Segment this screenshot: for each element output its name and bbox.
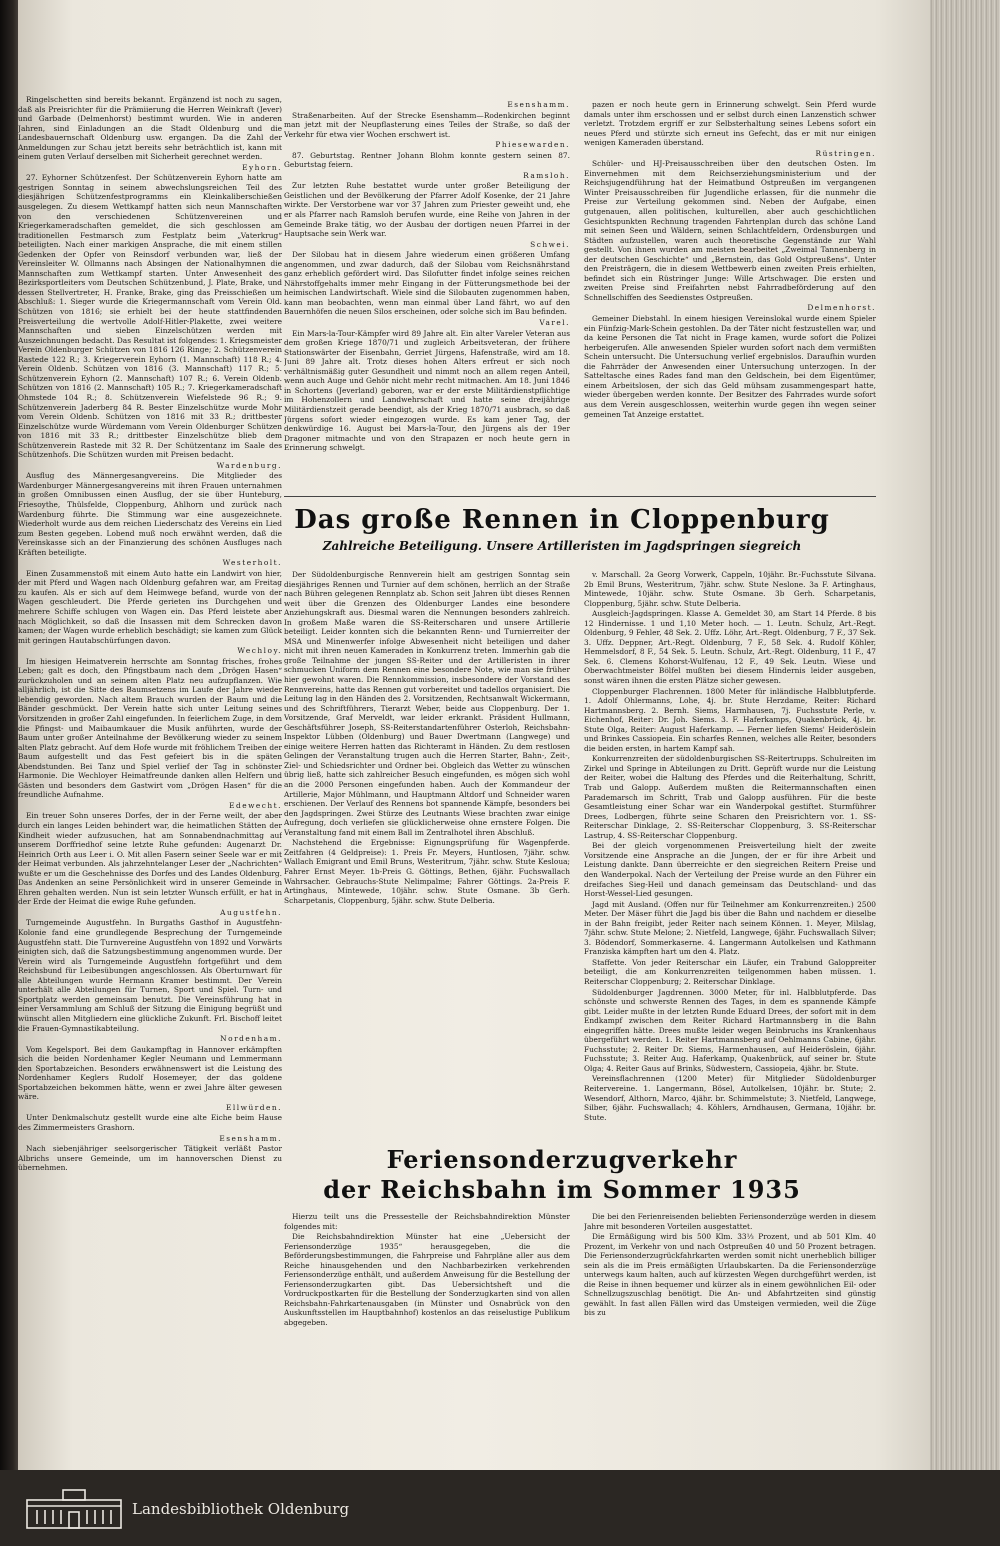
place-heading: Eyhorn. [242, 162, 282, 172]
headline-rule-top [284, 496, 876, 497]
article-paragraph: Ausflug des Männergesangvereins. Die Mitglieder des Wardenburger Männergesangvereins mit ihren Frauen unternahmen in großen Omnibussen einen Ausflug, der sie über Hunteburg, Friesoythe, Thülsfelde, Cloppenburg, Ahlhorn und zurück nach Wardenburg führte. Die Stimmung war eine ausgezeichnete. Wiederholt wurde aus dem reichen Liederschatz des Vereins ein Lied zum Besten gegeben. Lobend muß noch erwähnt werden, daß die Vereinskasse sich an der Finanzierung des schönen Ausfluges nach Kräften beteiligte. [18, 471, 282, 557]
article-paragraph: Zur letzten Ruhe bestattet wurde unter großer Beteiligung der Geistlichen und der Bevölkerung der Pfarrer Adolf Kosenke, der 21 Jahre wirkte. Der Verstorbene war vor 37 Jahren zum Priester geweiht und, ehe er als Pfarrer nach Ramsloh berufen wurde, eine Reihe von Jahren in der Gemeinde Brake tätig, wo der Ausbau der dortigen neuen Pfarrei in der Hauptsache sein Werk war. [284, 181, 570, 239]
article-paragraph: Konkurrenzreiten der südoldenburgischen SS-Reitertrupps. Schulreiten im Zirkel und Springe in Abteilungen zu Dritt. Geprüft wurde nur die Leistung der Reiter, wobei die Haltung des Pferdes und die Reiterhaltung, Schritt, Trab und Galopp. Außerdem mußten die Reitermannschaften einen Parademarsch im Schritt, Trab und Galopp ausführen. Für die beste Gesamtleistung einer Schar war ein Wanderpokal gestiftet. Sturmführer Drees, Lodbergen, führte seine Scharen den Preisrichtern vor. 1. SS-Reiterschar Dinklage, 2. SS-Reiterschar Cloppenburg, 3. SS-Reiterschar Lastrup, 4. SS-Reiterschar Cloppenburg. [584, 754, 876, 840]
article-paragraph: Im hiesigen Heimatverein herrschte am Sonntag frisches, frohes Leben; galt es doch, den Pfingstbaum nach dem „Drögen Hasen“ zurückzuholen und an seinem alten Platz neu aufzupflanzen. Wie alljährlich, ist die Sitte des Baumsetzens im Laufe der Jahre wieder lebendig geworden. Nach altem Brauch wurden der Baum und die Bänder geschmückt. Der Verein hatte sich unter Leitung seines Vorsitzenden in großer Zahl eingefunden. In feierlichem Zuge, in dem die Pfingst- und Maibaumkauer die Musik anführten, wurde der Baum unter großer Anteilnahme der Bevölkerung wieder zu seinem alten Platz gebracht. Auf dem Hofe wurde mit fröhlichem Treiben der Baum aufgestellt und das Fest gefeiert bis in die späten Abendstunden. Bei Tanz und Spiel verlief der Tag in schönster Harmonie. Die Wechloyer Heimatfreunde danken allen Helfern und Gästen und besonders dem Gastwirt vom „Drögen Hasen“ für die freundliche Aufnahme. [18, 656, 282, 800]
newspaper-sheet [18, 0, 930, 1470]
place-heading: Ellwürden. [226, 1102, 282, 1112]
article-paragraph: Ringelschetten sind bereits bekannt. Ergänzend ist noch zu sagen, daß als Preisrichter für die Prämiierung die Herren Weinkraft (Jever) und Garbade (Delmenhorst) bestimmt wurden. Wie in anderen Jahren, sind Einladungen an die Stadt Oldenburg und die Landesbauernschaft Oldenburg usw. ergangen. Da die Zahl der Anmeldungen zur Schau jetzt bereits sehr beträchtlich ist, kann mit einem guten Verlauf derselben mit Sicherheit gerechnet werden. [18, 95, 282, 162]
article-paragraph: 27. Eyhorner Schützenfest. Der Schützenverein Eyhorn hatte am gestrigen Sonntag in seinem abwechslungsreichen Teil des diesjährigen Schützenfestprogramms ein Kleinkaliberschießen ausgelegen. Zu diesem Wettkampf hatten sich neun Mannschaften von den verschiedenen Schützenvereinen und Kriegerkameradschaften gemeldet, die sich geschlossen am traditionellen Festmarsch zum Festplatz beim „Vaterkrug“ beteiligten. Nach einer markigen Ansprache, die mit einem stillen Gedenken der Opfer von Reinsdorf verbunden war, ließ der Vereinsleiter W. Ollmanns nach Absingen der Nationalhymnen die Mannschaften zum Wettkampf starten. Unter Anwesenheit des Bezirksportleiters vom Deutschen Schützenbund, J. Plate, Brake, und dessen Stellvertreter, H. Franke, Brake, ging das Preisschießen um Abschluß: 1. Sieger wurde die Kriegermannschaft vom Verein Old. Schützen von 1816; sie erhielt bei der heute stattfindenden Preisverteilung die wertvolle Adolf-Hitler-Plakette, zwei weitere Mannschaften und sieben Einzelschützen werden mit Auszeichnungen bedacht. Das Resultat ist folgendes: 1. Kriegsmeister Verein Oldenburger Schützen von 1816 126 Ringe; 2. Schützenverein Rastede 122 R.; 3. Kriegerverein Eyhorn (1. Mannschaft) 118 R.; 4. Verein Oldenb. Schützen von 1816 (3. Mannschaft) 117 R.; 5. Schützenverein Eyhorn (2. Mannschaft) 107 R.; 6. Verein Oldenb. Schützen von 1816 (2. Mannschaft) 105 R.; 7. Kriegerkameradschaft Ohmstede 104 R.; 8. Schützenverein Wiefelstede 96 R.; 9. Schützenverein Jaderberg 84 R. Bester Einzelschütze wurde Mohr vom Verein Oldenb. Schützen von 1816 mit 33 R.; drittbester Einzelschütze wurde Würdemann vom Verein Oldenburger Schützen von 1816 mit 33 R.; drittbester Einzelschütze blieb dem Schützenverein Rastede mit 32 R. Der Schützentanz im Saale des Schützenhofs. Die Schützen wurden mit Preisen bedacht. [18, 173, 282, 460]
article-paragraph: Vom Kegelsport. Bei dem Gaukampftag in Hannover erkämpften sich die beiden Nordenhamer Kegler Neumann und Lemmermann den Sportabzeichen. Besonders erwähnenswert ist die Leistung des Nordenhamer Keglers Rudolf Hosemeyer, der das goldene Sportabzeichen bekommen hätte, wenn er zwei Jahre älter gewesen wäre. [18, 1044, 282, 1102]
article-paragraph: Die Reichsbahndirektion Münster hat eine „Uebersicht der Feriensonderzüge 1935“ herausgegeben, die die Beförderungsbestimmungen, die Fahrpreise und Fahrpläne aller aus dem Reiche hinausgehenden und den Nachbarbezirken verkehrenden Feriensonderzüge enthält, und außerdem Anweisung für die Bestellung der Feriensonderzugkarten gibt. Das Uebersichtsheft und die Vordruckpostkarten für die Bestellung der Sonderzugkarten sind von allen Reichsbahn-Fahrkartenausgaben (in Münster und Osnabrück von den Auskunftsstellen im Hauptbahnhof) kostenlos an das reiselustige Publikum abgegeben. [284, 1232, 570, 1328]
headline-feriensonderzug-line2: der Reichsbahn im Sommer 1935 [323, 1175, 801, 1204]
library-building-logo-icon [25, 1488, 123, 1530]
place-heading: Rüstringen. [815, 148, 876, 158]
article-paragraph: Gemeiner Diebstahl. In einem hiesigen Vereinslokal wurde einem Spieler ein Fünfzig-Mark-Schein gestohlen. Da der Täter nicht festzustellen war, und da keine Personen die Tat nicht in Frage kamen, wurde sofort die Polizei herbeigerufen. Alle anwesenden Spieler wurden sofort nach dem vermißten Schein untersucht. Die Untersuchung verlief ergebnislos. Daraufhin wurden die Fahrräder der Anwesenden einer Untersuchung unterzogen. In der Satteltasche eines Rades fand man den Geldschein, bei dem Eigentümer, einem Arbeitslosen, der sich das Geld mühsam zusammengespart hatte, wieder übergeben werden konnte. Der Besitzer des Fahrrades wurde sofort aus dem Verein ausgeschlossen, weiterhin wurde gegen ihn wegen seiner gemeinen Tat Anzeige erstattet. [584, 314, 876, 419]
article-paragraph: Turngemeinde Augustfehn. In Burgaths Gasthof in Augustfehn-Kolonie fand eine grundlegende Besprechung der Turngemeinde Augustfehn statt. Die Turnvereine Augustfehn von 1892 und Vorwärts einigten sich, daß die Satzungsbestimmung angenommen wurde. Der Verein wird als Turngemeinde Augustfehn fortgeführt und dem Reichsbund für Leibesübungen angeschlossen. Als Oberturnwart für alle Abteilungen wurde Hermann Kramer bestimmt. Der Verein unterhält alle Abteilungen für Turnen, Sport und Spiel. Turn- und Sportplatz werden gemeinsam benutzt. Die Vereinsführung hat in einer Versammlung am Schluß der Sitzung die Einigung begrüßt und wünscht allen Mitgliedern eine glückliche Zukunft. Frl. Bischoff leitet die Frauen-Gymnastikabteilung. [18, 918, 282, 1033]
article-paragraph: Einen Zusammenstoß mit einem Auto hatte ein Landwirt von hier, der mit Pferd und Wagen nach Oldenburg gefahren war, am Freitag zu kaufen. Als er sich auf dem Heimwege befand, wurde von der Wagen geschleudert. Die Pferde gerieten ins Durchgehen und mehrere Schiffe schlugen von Wagen ein. Das Pferd leistete aber nach Möglichkeit, so daß die Insassen mit dem Schrecken davon kamen; der Wagen wurde erheblich beschädigt; sie kamen zum Glück mit geringen Hautabschürfungen davon. [18, 568, 282, 645]
article-paragraph: Der Silobau hat in diesem Jahre wiederum einen größeren Umfang angenommen, und zwar dadurch, daß der Silobau vom Reichsnährstand ganz erheblich gefördert wird. Das Silofutter findet infolge seines reichen Nährstoffgehalts immer mehr Eingang in der Fütterungsmethode bei der heimischen Landwirtschaft. Wiele sind die Silobauten zugenommen haben, kann man beobachten, wenn man einmal über Land fährt, wo auf den Bauernhöfen die neuen Silos erscheinen, oder solche sich im Bau befinden. [284, 250, 570, 317]
article-paragraph: pazen er noch heute gern in Erinnerung schwelgt. Sein Pferd wurde damals unter ihm erschossen und er selbst durch einen Lanzenstich schwer verletzt. Trotzdem ergriff er zur Selbsterhaltung seines Lebens sofort ein neues Pferd und stürzte sich erneut ins Gefecht, das er mit nur einigen wenigen Kameraden überstand. [584, 100, 876, 148]
column-2 [284, 100, 570, 480]
article-paragraph: Schüler- und HJ-Preisausschreiben über den deutschen Osten. Im Einvernehmen mit dem Reichserziehungsministerium und der Reichsjugendführung hat der Heimatbund Ostpreußen im vergangenen Winter Preisausschreiben für Jugendliche erlassen, für die nunmehr die Preise zur Verteilung gekommen sind. Neben der Aufgabe, einen gutgenauen, allen politischen, kulturellen, aber auch geschichtlichen Gesichtspunkten Rechnung tragenden Fahrtenplan durch das schöne Land mit seinen Seen und Wäldern, seinen Schlachtfeldern, Ordensburgen und Städten aufzustellen, waren auch theoretische Gegenstände zur Wahl gestellt. Von ihnen wurden am meisten bearbeitet „Zweimal Tannenberg in der deutschen Geschichte“ und „Bernstein, das Gold Ostpreußens“. Unter den Preisträgern, die in diesem Wettbewerb einen zweiten Preis erhielten, befindet sich ein Rüstringer Junge: Wille Artschwager. Die ersten und zweiten Preise sind Freifahrten nebst Fahrradbeförderung auf den Schnellschiffen des Seedienstes Ostpreußen. [584, 159, 876, 302]
article-paragraph: Straßenarbeiten. Auf der Strecke Esenshamm—Rodenkirchen beginnt man jetzt mit der Neupflasterung eines Teiles der Straße, so daß der Verkehr für etwa vier Wochen erschwert ist. [284, 110, 570, 139]
place-heading: Schwei. [530, 239, 570, 249]
article-paragraph: Nach siebenjähriger seelsorgerischer Tätigkeit verläßt Pastor Albrichs unsere Gemeinde, um im hannoverschen Dienst zu übernehmen. [18, 1144, 282, 1173]
place-heading: Varel. [539, 318, 570, 328]
column-3 [584, 100, 876, 480]
article-paragraph: Bei der gleich vorgenommenen Preisverteilung hielt der zweite Vorsitzende eine Ansprache an die Jungen, der er für ihre Arbeit und Leistung dankte. Dann überreichte er den siegreichen Reitern Preise und den Wanderpokal. Nach der Verteilung der Preise wurde an den Führer ein dreifaches Sieg-Heil und danach gemeinsam das Deutschland- und das Horst-Wessel-Lied gesungen. [584, 841, 876, 899]
place-heading: Augustfehn. [220, 907, 282, 917]
article-paragraph: Ein treuer Sohn unseres Dorfes, der in der Ferne weilt, der aber durch ein langes Leiden behindert war, die heimatlichen Stätten der Kindheit wieder aufzusuchen, hat am Sonnabendnachmittag auf unserem Dorffriedhof seine letzte Ruhe gefunden: Augenarzt Dr. Heinrich Orth aus Leer i. O. Mit allen Fasern seiner Seele war er mit der Heimat verbunden. Als jahrzehntelanger Leser der „Nachrichten“ wußte er um die Geschehnisse des Dorfes und des Landes Oldenburg. Das Andenken an seine Persönlichkeit wird in unserer Gemeinde in Ehren gehalten werden. Nun ist sein letzter Wunsch erfüllt, er hat in der Erde der Heimat die ewige Ruhe gefunden. [18, 811, 282, 907]
place-heading: Wardenburg. [216, 460, 282, 470]
article-paragraph: Der Südoldenburgische Rennverein hielt am gestrigen Sonntag sein diesjähriges Rennen und Turnier auf dem schönen, herrlich an der Straße nach Bühren gelegenen Rennplatz ab. Schon seit Jahren übt dieses Rennen weit über die Grenzen des Oldenburger Landes eine besondere Anziehungskraft aus. Diesmal waren die Nennungen besonders zahlreich. In großem Maße waren die SS-Reiterscharen und unsere Artillerie beteiligt. Leider konnten sich die bekannten Renn- und Turnierreiter der MSA und Minenwerfer infolge Abwesenheit nicht beteiligen und daher nicht mit ihren neuen Kameraden in Konkurrenz treten. Immerhin gab die große Teilnahme der jungen SS-Reiter und der Artilleristen in ihrer schmucken Uniform dem Rennen eine besondere Note, wie man sie früher hier gewohnt waren. Die Rennkommission, insbesondere der Vorstand des Rennvereins, hatte das Rennen gut vorbereitet und tadellos organisiert. Die Leitung lag in den Händen des 2. Vorsitzenden, Rechtsanwalt Wickermann, und des Schriftführers, Tierarzt Weber, beide aus Cloppenburg. Der 1. Vorsitzende, Graf Merveldt, war leider erkrankt. Präsident Hullmann, Geschäftsführer Joseph, SS-Reiterstandartenführer Osterloh, Reichsbahn-Inspektor Lübben (Oldenburg) und Bauer Dwertmann (Langwege) und einige weitere Herren hatten das Richteramt in Händen. Zu dem restlosen Gelingen der Veranstaltung trugen auch die Herren Starter, Bahn-, Zeit-, Ziel- und Schiedsrichter und Ordner bei. Obgleich das Wetter zu wünschen übrig ließ, hatte sich zahlreicher Besuch eingefunden, es mögen sich wohl an die 2000 Personen eingefunden haben. Auch der Kommandeur der Artillerie, Major Mühlmann, und Hauptmann Altdorf und Schneider waren erschienen. Der Verlauf des Rennens bot spannende Kämpfe, besonders bei den Jagdspringen. Zwei Stürze des Leutnants Wiese brachten zwar einige Aufregung, doch verliefen sie glücklicherweise ohne ernstere Folgen. Die Veranstaltung fand mit einem Ball im Zentralhotel ihren Abschluß. [284, 570, 570, 837]
article-paragraph: v. Marschall. 2a Georg Vorwerk, Cappeln, 10jähr. Br.-Fuchsstute Silvana. 2b Emil Bruns, Westeritrum, 7jähr. schw. Stute Neslone. 3a F. Artinghaus, Mintewede, 10jähr. schw. Stute Osmane. 3b Gerh. Scharpetanis, Cloppenburg, 5jähr. schw. Stute Delberia. [584, 570, 876, 608]
article-paragraph: Ausgleich-Jagdspringen. Klasse A. Gemeldet 30, am Start 14 Pferde. 8 bis 12 Hindernisse. 1 und 1,10 Meter hoch. — 1. Leutn. Schulz, Art.-Regt. Oldenburg, 9 Fehler, 48 Sek. 2. Uffz. Löhr, Art.-Regt. Oldenburg, 7 F., 37 Sek. 3. Uffz. Deppner, Art.-Regt. Oldenburg, 7 F., 58 Sek. 4. Rudolf Köhler, Hemmelsdorf, 8 F., 54 Sek. 5. Leutn. Schulz, Art.-Regt. Oldenburg, 11 F., 47 Sek. 6. Clemens Kohorst-Wulfenau, 12 F., 49 Sek. Leutn. Wiese und Oberwachtmeister Bölfel mußten bei diesem Hindernis leider ausgeben, sonst wären ihnen die ersten Plätze sicher gewesen. [584, 609, 876, 686]
article-paragraph: Unter Denkmalschutz gestellt wurde eine alte Eiche beim Hause des Zimmermeisters Grashorn. [18, 1113, 282, 1132]
book-page-edges [928, 0, 1000, 1470]
article-paragraph: Jagd mit Ausland. (Offen nur für Teilnehmer am Konkurrenzreiten.) 2500 Meter. Der Mäser führt die Jagd bis über die Bahn und nachdem er dieselbe in der Bahn freigibt, jeder Reiter nach seinem Können. 1. Meyer, Milslag, 7jähr. schw. Stute Melone; 2. Nietfeld, Langwege, 6jähr. Fuchswallach Silver; 3. Bödendorf, Sommerkaserne. 4. Langermann Autolkelsen und Kathmann Franziska kämpften hart um den 4. Platz. [584, 899, 876, 957]
article-paragraph: Nachstehend die Ergebnisse: Eignungsprüfung für Wagenpferde. Zeitfahren (4 Geldpreise): 1. Preis Fr. Meyers, Huntlosen, 7jähr. schw. Wallach Emigrant und Emil Bruns, Westeritrum, 7jähr. schw. Stute Kesloua; Fahrer Ernst Meyer. 1b-Preis G. Göttings, Bethen, 6jähr. Fuchswallach Wahrsacher. Gebrauchs-Stute Nelimpalme; Fahrer Göttings. 2a-Preis F. Artinghaus, Mintewede, 10jähr. schw. Stute Osmane. 3b Gerh. Scharpetanis, Cloppenburg, 5jähr. schw. Stute Delberia. [284, 838, 570, 905]
article-paragraph: Ein Mars-la-Tour-Kämpfer wird 89 Jahre alt. Ein alter Vareler Veteran aus dem großen Kriege 1870/71 und zugleich Arbeitsveteran, der frühere Stationswärter der Eisenbahn, Gerriet Jürgens, Hafenstraße, wird am 18. Juni 89 Jahre alt. Trotz dieses hohen Alters erfreut er sich noch verhältnismäßig guter Gesundheit und nimmt noch an allem regen Anteil, wenn auch Auge und Gehör nicht mehr recht mitmachen. Am 18. Juni 1846 in Schortens (Jeverland) geboren, war er der erste Militärdienstpflichtige im Hohenzollern und Landwehrschaft und hatte seine dreijährige Militärdienstzeit gerade beendigt, als der Krieg 1870/71 ausbrach, so daß Jürgens sofort wieder eingezogen wurde. Es kam jener Tag, der denkwürdige 16. August bei Mars-la-Tour, den Jürgens als der 19er Dragoner mitmachte und von den Strapazen er noch heute gern in Erinnerung schwelgt. [284, 328, 570, 453]
article-paragraph: Südoldenburger Jagdrennen. 3000 Meter, für inl. Halbblutpferde. Das schönste und schwerste Rennen des Tages, in dem es spannende Kämpfe gibt. Leider mußte in der letzten Runde Eduard Drees, der sofort mit in dem Endkampf zwischen dem Reiter Richard Hartmannsberg in die Bahn eingegriffen hätte. Drees mußte leider wegen Beinbruchs ins Krankenhaus übergeführt werden. 1. Reiter Hartmannsberg auf Oehlmanns Cabine, 6jähr. Fuchsstute; 2. Reiter Dr. Siems, Harmenhausen, auf Heideröslein, 6jähr. Fuchsstute; 3. Reiter Aug. Haferkamp, Quakenbrück, auf seiner br. Stute Olga; 4. Reiter Gaus auf Brinks, Südwestern, Cassiopeia, 4jähr. br. Stute. [584, 987, 876, 1073]
headline-feriensonderzug-line1: Feriensonderzugverkehr [386, 1145, 738, 1174]
column-7 [584, 1212, 876, 1432]
place-heading: Esenshamm. [507, 100, 570, 109]
column-4 [284, 570, 570, 1130]
place-heading: Nordenham. [220, 1034, 282, 1044]
article-paragraph: 87. Geburtstag. Rentner Johann Blohm konnte gestern seinen 87. Geburtstag feiern. [284, 150, 570, 170]
article-paragraph: Staffette. Von jeder Reiterschar ein Läufer, ein Trabund Galoppreiter beteiligt, die am Konkurrenzreiten teilgenommen haben müssen. 1. Reiterschar Cloppenburg; 2. Reiterschar Dinklage. [584, 957, 876, 986]
article-paragraph: Die Ermäßigung wird bis 500 Klm. 33⅓ Prozent, und ab 501 Klm. 40 Prozent, im Verkehr von und nach Ostpreußen 40 und 50 Prozent betragen. Die Feriensonderzugrückfahrkarten werden somit nicht unerheblich billiger sein als die im Preis ermäßigten Urlaubskarten. Da die Feriensonderzüge unterwegs kaum halten, auch auf kürzesten Wegen durchgeführt werden, ist die Reise in ihnen bequemer und kürzer als in einem gewöhnlichen Eil- oder Schnellzugszuschlag benötigt. Die An- und Abfahrtzeiten sind günstig gewählt. In fast allen Fällen wird das Umsteigen vermieden, weil die Züge bis zu [584, 1232, 876, 1318]
library-name: Landesbibliothek Oldenburg [132, 1500, 350, 1518]
column-5 [584, 570, 876, 1130]
article-paragraph: Vereinsflachrennen (1200 Meter) für Mitglieder Südoldenburger Reitervereine. 1. Langermann, Bösel, Autolkelsen, 10jähr. br. Stute; 2. Wesendorf, Althorn, Marco, 4jähr. br. Schimmelstute; 3. Nietfeld, Langwege, Silber, 6jähr. Fuchswallach; 4. Köhlers, Arndhausen, Germana, 10jähr. br. Stute. [584, 1074, 876, 1122]
article-paragraph: Hierzu teilt uns die Pressestelle der Reichsbahndirektion Münster folgendes mit: [284, 1212, 570, 1231]
place-heading: Delmenhorst. [807, 303, 876, 313]
article-paragraph: Die bei den Ferienreisenden beliebten Feriensonderzüge werden in diesem Jahre mit besonderen Vorteilen ausgestattet. [584, 1212, 876, 1231]
place-heading: Edewecht. [229, 800, 282, 810]
column-1 [18, 95, 282, 1435]
column-6 [284, 1212, 570, 1432]
headline-cloppenburg: Das große Rennen in Cloppenburg [294, 505, 830, 535]
article-paragraph: Cloppenburger Flachrennen. 1800 Meter für inländische Halbblutpferde. 1. Adolf Ohlermanns, Lohe, 4j. br. Stute Herzdame, Reiter: Richard Hartmannsberg. 2. Bernh. Siems, Harmhausen, 7j. Fuchsstute Perle, v. Eichenhof, Reiter: Dr. Joh. Siems. 3. F. Haferkamps, Quakenbrück, 4j. br. Stute Olga, Reiter: August Haferkamp. — Ferner liefen Siems' Heideröslein und Brinkes Cassiopeia. Ein scharfes Rennen, welches alle Reiter, besonders die beiden ersten, in hartem Kampf sah. [584, 686, 876, 753]
place-heading: Esenshamm. [219, 1133, 282, 1143]
place-heading: Westerholt. [222, 558, 282, 568]
place-heading: Phiesewarden. [495, 140, 570, 150]
place-heading: Wechloy. [237, 646, 282, 656]
subheadline-cloppenburg: Zahlreiche Beteiligung. Unsere Artilleristen im Jagdspringen siegreich [322, 539, 802, 553]
place-heading: Ramsloh. [523, 170, 570, 180]
